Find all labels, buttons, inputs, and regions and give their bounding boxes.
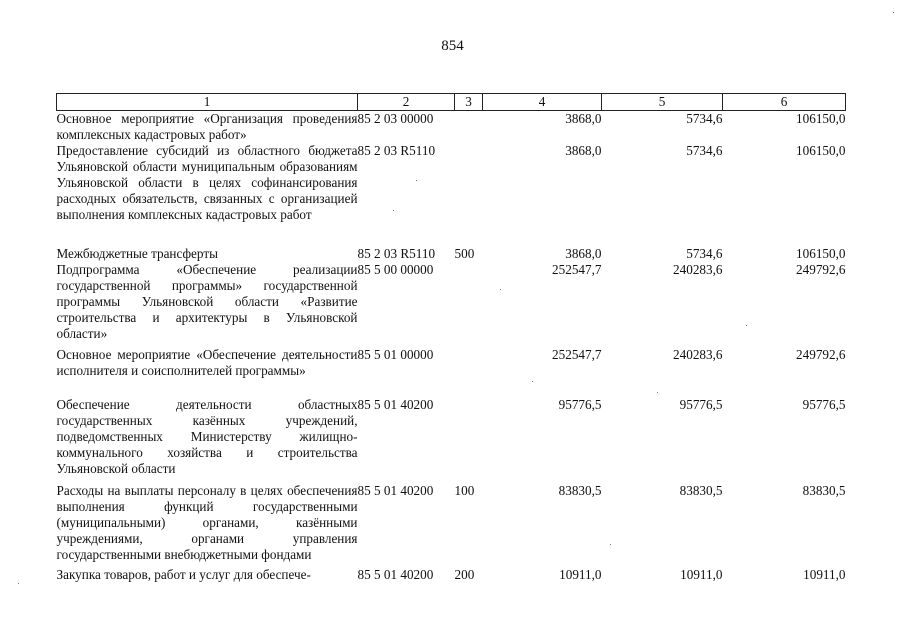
table-row [57, 397, 846, 483]
row-value-4: 83830,5 [558, 483, 602, 498]
table-row [57, 347, 846, 397]
row-value-5: 5734,6 [686, 143, 723, 158]
row-expense-type: 500 [454, 246, 475, 261]
row-code: 85 2 03 00000 [357, 111, 434, 126]
row-code: 85 5 01 40200 [357, 483, 434, 498]
scan-speck [18, 583, 19, 584]
row-expense-type [455, 111, 483, 144]
row-expense-type: 100 [454, 483, 475, 498]
scan-speck [393, 210, 394, 211]
column-header: 5 [602, 94, 723, 111]
row-name: Основное мероприятие «Организация проведения комплексных кадастровых работ» [56, 111, 358, 142]
scan-speck [657, 392, 658, 393]
row-value-5: 95776,5 [679, 397, 723, 412]
row-name: Межбюджетные трансферты [56, 246, 218, 261]
table-row [57, 143, 846, 246]
row-value-6: 83830,5 [802, 483, 846, 498]
row-name: Предоставление субсидий из областного бюджета Ульяновской области муниципальным образованиям Ульяновской области в целях софинансирования расходных обязательств, связанных с организацией выполнения комплексных кадастровых работ [56, 143, 358, 222]
column-header: 2 [358, 94, 455, 111]
row-value-6: 10911,0 [803, 567, 846, 582]
row-expense-type: 200 [454, 567, 475, 582]
row-value-4: 3868,0 [565, 246, 602, 261]
table-row [57, 483, 846, 567]
row-value-6: 106150,0 [796, 143, 846, 158]
row-name: Подпрограмма «Обеспечение реализации государственной программы» государственной программы Ульяновской области «Развитие строительства и архитектуры в Ульяновской области» [56, 262, 358, 341]
row-code: 85 2 03 R5110 [357, 143, 436, 158]
scan-speck [893, 12, 894, 13]
column-header: 1 [57, 94, 358, 111]
row-value-5: 10911,0 [680, 567, 723, 582]
row-value-4: 252547,7 [552, 262, 602, 277]
row-code: 85 5 00 00000 [357, 262, 434, 277]
row-value-4: 252547,7 [552, 347, 602, 362]
row-expense-type [455, 347, 483, 397]
row-value-5: 5734,6 [686, 111, 723, 126]
table-row [57, 246, 846, 262]
column-header-row [57, 94, 846, 111]
row-value-5: 5734,6 [686, 246, 723, 261]
row-name: Закупка товаров, работ и услуг для обеспече- [56, 567, 311, 582]
column-header: 6 [723, 94, 846, 111]
row-code: 85 2 03 R5110 [357, 246, 436, 261]
row-value-6: 106150,0 [796, 111, 846, 126]
column-header: 4 [483, 94, 602, 111]
row-value-4: 3868,0 [565, 111, 602, 126]
table-row [57, 111, 846, 144]
row-expense-type [455, 143, 483, 246]
row-name: Обеспечение деятельности областных государственных казённых учреждений, подведомственных Министерству жилищно-коммунального хозяйства и строительства Ульяновской области [56, 397, 358, 476]
scan-speck [500, 289, 501, 290]
row-value-4: 95776,5 [558, 397, 602, 412]
table-row [57, 262, 846, 347]
scan-speck [746, 325, 747, 326]
row-code: 85 5 01 40200 [357, 567, 434, 582]
scan-speck [416, 180, 417, 181]
budget-table [56, 93, 846, 583]
row-value-4: 10911,0 [559, 567, 602, 582]
column-header: 3 [455, 94, 483, 111]
row-name: Основное мероприятие «Обеспечение деятельности исполнителя и соисполнителей программы» [56, 347, 358, 378]
row-name: Расходы на выплаты персоналу в целях обеспечения выполнения функций государственными (муниципальными) органами, казёнными учреждениями, органами управления государственными внебюджетными фондами [56, 483, 358, 562]
scan-speck [610, 544, 611, 545]
row-value-4: 3868,0 [565, 143, 602, 158]
row-expense-type [455, 397, 483, 483]
row-code: 85 5 01 00000 [357, 347, 434, 362]
row-code: 85 5 01 40200 [357, 397, 434, 412]
row-value-5: 240283,6 [673, 347, 723, 362]
row-value-6: 106150,0 [796, 246, 846, 261]
row-expense-type [455, 262, 483, 347]
row-value-5: 83830,5 [679, 483, 723, 498]
row-value-6: 249792,6 [796, 347, 846, 362]
row-value-5: 240283,6 [673, 262, 723, 277]
row-value-6: 249792,6 [796, 262, 846, 277]
table-row [57, 567, 846, 583]
scan-speck [532, 381, 533, 382]
page-number: 854 [441, 38, 464, 54]
row-value-6: 95776,5 [802, 397, 846, 412]
